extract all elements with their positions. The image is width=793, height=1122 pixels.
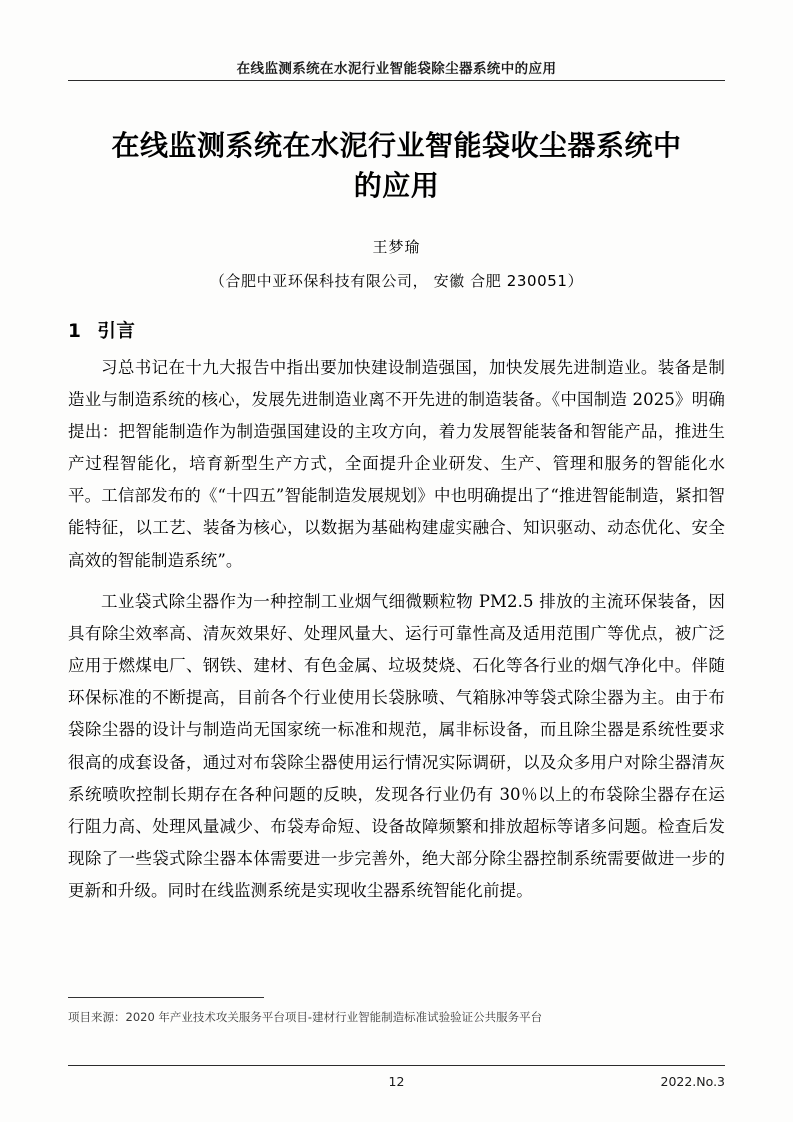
- section-title: 引言: [97, 320, 136, 342]
- issue-label: 2022.No.3: [660, 1074, 725, 1089]
- footnote-divider: [68, 997, 264, 998]
- section-number: 1: [68, 320, 82, 342]
- article-content: [68, 108, 725, 907]
- page-footer: [68, 1074, 725, 1092]
- section-heading: [68, 317, 725, 343]
- page-number: 12: [388, 1074, 405, 1089]
- paragraph: 工业袋式除尘器作为一种控制工业烟气细微颗粒物 PM2.5 排放的主流环保装备，因具有除尘效率高、清灰效果好、处理风量大、运行可靠性高及适用范围广等优点，被广泛应用于燃煤电厂、钢铁、建材、有色金属、垃圾焚烧、石化等各行业的烟气净化中。伴随环保标准的不断提高，目前各个行业使用长袋脉喷、气箱脉冲等袋式除尘器为主。由于布袋除尘器的设计与制造尚无国家统一标准和规范，属非标设备，而且除尘器是系统性要求很高的成套设备，通过对布袋除尘器使用运行情况实际调研，以及众多用户对除尘器清灰系统喷吹控制长期存在各种问题的反映，发现各行业仍有 30％以上的布袋除尘器存在运行阻力高、处理风量减少、布袋寿命短、设备故障频繁和排放超标等诸多问题。检查后发现除了一些袋式除尘器本体需要进一步完善外，绝大部分除尘器控制系统需要做进一步的更新和升级。同时在线监测系统是实现收尘器系统智能化前提。: [68, 591, 725, 901]
- affiliation: （合肥中亚环保科技有限公司， 安徽 合肥 230051）: [209, 271, 584, 290]
- footnote-text: 项目来源：2020 年产业技术攻关服务平台项目-建材行业智能制造标准试验验证公共服务平台: [68, 1009, 543, 1024]
- paragraph: 习总书记在十九大报告中指出要加快建设制造强国，加快发展先进制造业。装备是制造业与制造系统的核心，发展先进制造业离不开先进的制造装备。《中国制造 2025》明确提出：把智能制造作为制造强国建设的主攻方向，着力发展智能装备和智能产品，推进生产过程智能化，培育新型生产方式，全面提升企业研发、生产、管理和服务的智能化水平。工信部发布的《“十四五”智能制造发展规划》中也明确提出了“推进智能制造，紧扣智能特征，以工艺、装备为核心，以数据为基础构建虚实融合、知识驱动、动态优化、安全高效的智能制造系统”。: [68, 357, 725, 570]
- footnote: [68, 997, 725, 1026]
- author-list: 王梦瑜: [372, 237, 421, 256]
- header-divider: [68, 80, 725, 81]
- running-head: 在线监测系统在水泥行业智能袋除尘器系统中的应用: [236, 61, 557, 77]
- page-title: 在线监测系统在水泥行业智能袋收尘器系统中的应用: [111, 129, 682, 202]
- footer-divider: [68, 1065, 725, 1066]
